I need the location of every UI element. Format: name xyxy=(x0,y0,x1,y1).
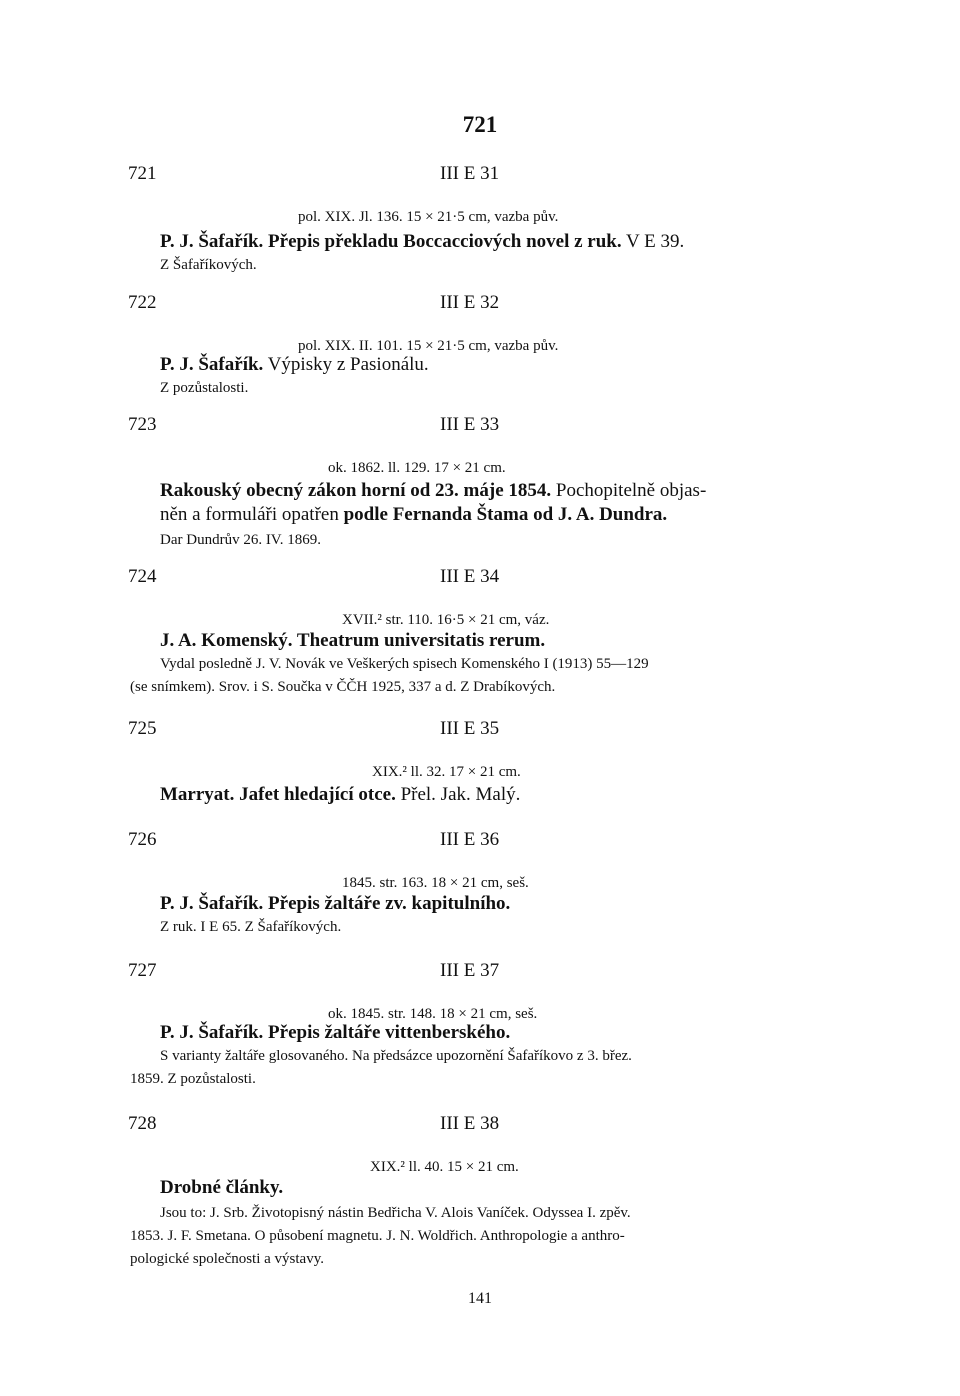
entry-title xyxy=(160,1177,283,1199)
entry-note: 1859. Z pozůstalosti. xyxy=(130,1071,256,1087)
entry-title xyxy=(160,784,520,806)
entry-physical-description: 1845. str. 163. 18 × 21 cm, seš. xyxy=(342,875,529,891)
entry-title-bold: podle Fernanda Štama od J. A. Dundra. xyxy=(343,504,668,525)
entry-physical-description: pol. XIX. Jl. 136. 15 × 21·5 cm, vazba pův. xyxy=(298,209,559,225)
entry-title-bold: P. J. Šafařík. xyxy=(160,354,264,375)
entry-note: Z pozůstalosti. xyxy=(160,380,249,396)
entry-number: 721 xyxy=(128,163,157,184)
entry-note: Dar Dundrův 26. IV. 1869. xyxy=(160,532,321,548)
entry-note: Vydal posledně J. V. Novák ve Veškerých spisech Komenského I (1913) 55—129 xyxy=(160,656,649,672)
entry-title-line-2 xyxy=(160,504,667,526)
entry-shelfmark: III E 34 xyxy=(440,566,500,587)
entry-title xyxy=(160,1022,510,1044)
entry-physical-description: XIX.² ll. 40. 15 × 21 cm. xyxy=(370,1159,519,1175)
entry-physical-description: XIX.² ll. 32. 17 × 21 cm. xyxy=(372,764,521,780)
page-number: 141 xyxy=(468,1290,492,1307)
entry-number: 723 xyxy=(128,414,157,435)
entry-number: 728 xyxy=(128,1113,157,1134)
entry-title-rest: Pochopitelně objas- xyxy=(551,480,707,501)
entry-number: 724 xyxy=(128,566,157,587)
entry-note: Z ruk. I E 65. Z Šafaříkových. xyxy=(160,919,342,935)
entry-title xyxy=(160,231,684,253)
entry-number: 727 xyxy=(128,960,157,981)
entry-physical-description: ok. 1845. str. 148. 18 × 21 cm, seš. xyxy=(328,1006,538,1022)
entry-shelfmark: III E 31 xyxy=(440,163,500,184)
entry-title-rest: Výpisky z Pasionálu. xyxy=(263,354,429,375)
entry-physical-description: ok. 1862. ll. 129. 17 × 21 cm. xyxy=(328,460,506,476)
entry-shelfmark: III E 38 xyxy=(440,1113,500,1134)
entry-number: 725 xyxy=(128,718,157,739)
entry-shelfmark: III E 36 xyxy=(440,829,500,850)
entry-title-rest: V E 39. xyxy=(621,231,685,252)
entry-title xyxy=(160,893,510,915)
entry-number: 722 xyxy=(128,292,157,313)
entry-note: S varianty žaltáře glosovaného. Na předsázce upozornění Šafaříkovo z 3. břez. xyxy=(160,1048,632,1064)
entry-shelfmark: III E 35 xyxy=(440,718,500,739)
entry-physical-description: XVII.² str. 110. 16·5 × 21 cm, váz. xyxy=(342,612,550,628)
entry-title-bold: P. J. Šafařík. Přepis žaltáře vittenberského. xyxy=(160,1022,511,1043)
entry-title-plain: něn a formuláři opatřen xyxy=(160,504,344,525)
entry-note: (se snímkem). Srov. i S. Součka v ČČH 1925, 337 a d. Z Drabíkových. xyxy=(130,679,556,695)
entry-title xyxy=(160,630,545,652)
entry-title-line-1 xyxy=(160,480,706,502)
entry-title-bold: P. J. Šafařík. Přepis překladu Boccacciových novel z ruk. xyxy=(160,231,622,252)
entry-note: Z Šafaříkových. xyxy=(160,257,257,273)
entry-note: 1853. J. F. Smetana. O působení magnetu. J. N. Woldřich. Anthropologie a anthro- xyxy=(130,1228,625,1244)
entry-title-bold: Rakouský obecný zákon horní od 23. máje 1854. xyxy=(160,480,552,501)
entry-note: pologické společnosti a výstavy. xyxy=(130,1251,324,1267)
entry-shelfmark: III E 33 xyxy=(440,414,500,435)
entry-title xyxy=(160,354,429,376)
entry-physical-description: pol. XIX. II. 101. 15 × 21·5 cm, vazba pův. xyxy=(298,338,559,354)
entry-note: Jsou to: J. Srb. Životopisný nástin Bedřicha V. Alois Vaníček. Odyssea I. zpěv. xyxy=(160,1205,631,1221)
entry-title-bold: Drobné články. xyxy=(160,1177,284,1198)
entry-title-bold: Marryat. Jafet hledající otce. xyxy=(160,784,396,805)
entry-title-bold: J. A. Komenský. Theatrum universitatis rerum. xyxy=(160,630,546,651)
entry-shelfmark: III E 37 xyxy=(440,960,500,981)
entry-shelfmark: III E 32 xyxy=(440,292,500,313)
running-head-catalog-number: 721 xyxy=(462,112,498,137)
entry-title-rest: Přel. Jak. Malý. xyxy=(395,784,521,805)
entry-title-bold: P. J. Šafařík. Přepis žaltáře zv. kapitulního. xyxy=(160,893,511,914)
entry-number: 726 xyxy=(128,829,157,850)
